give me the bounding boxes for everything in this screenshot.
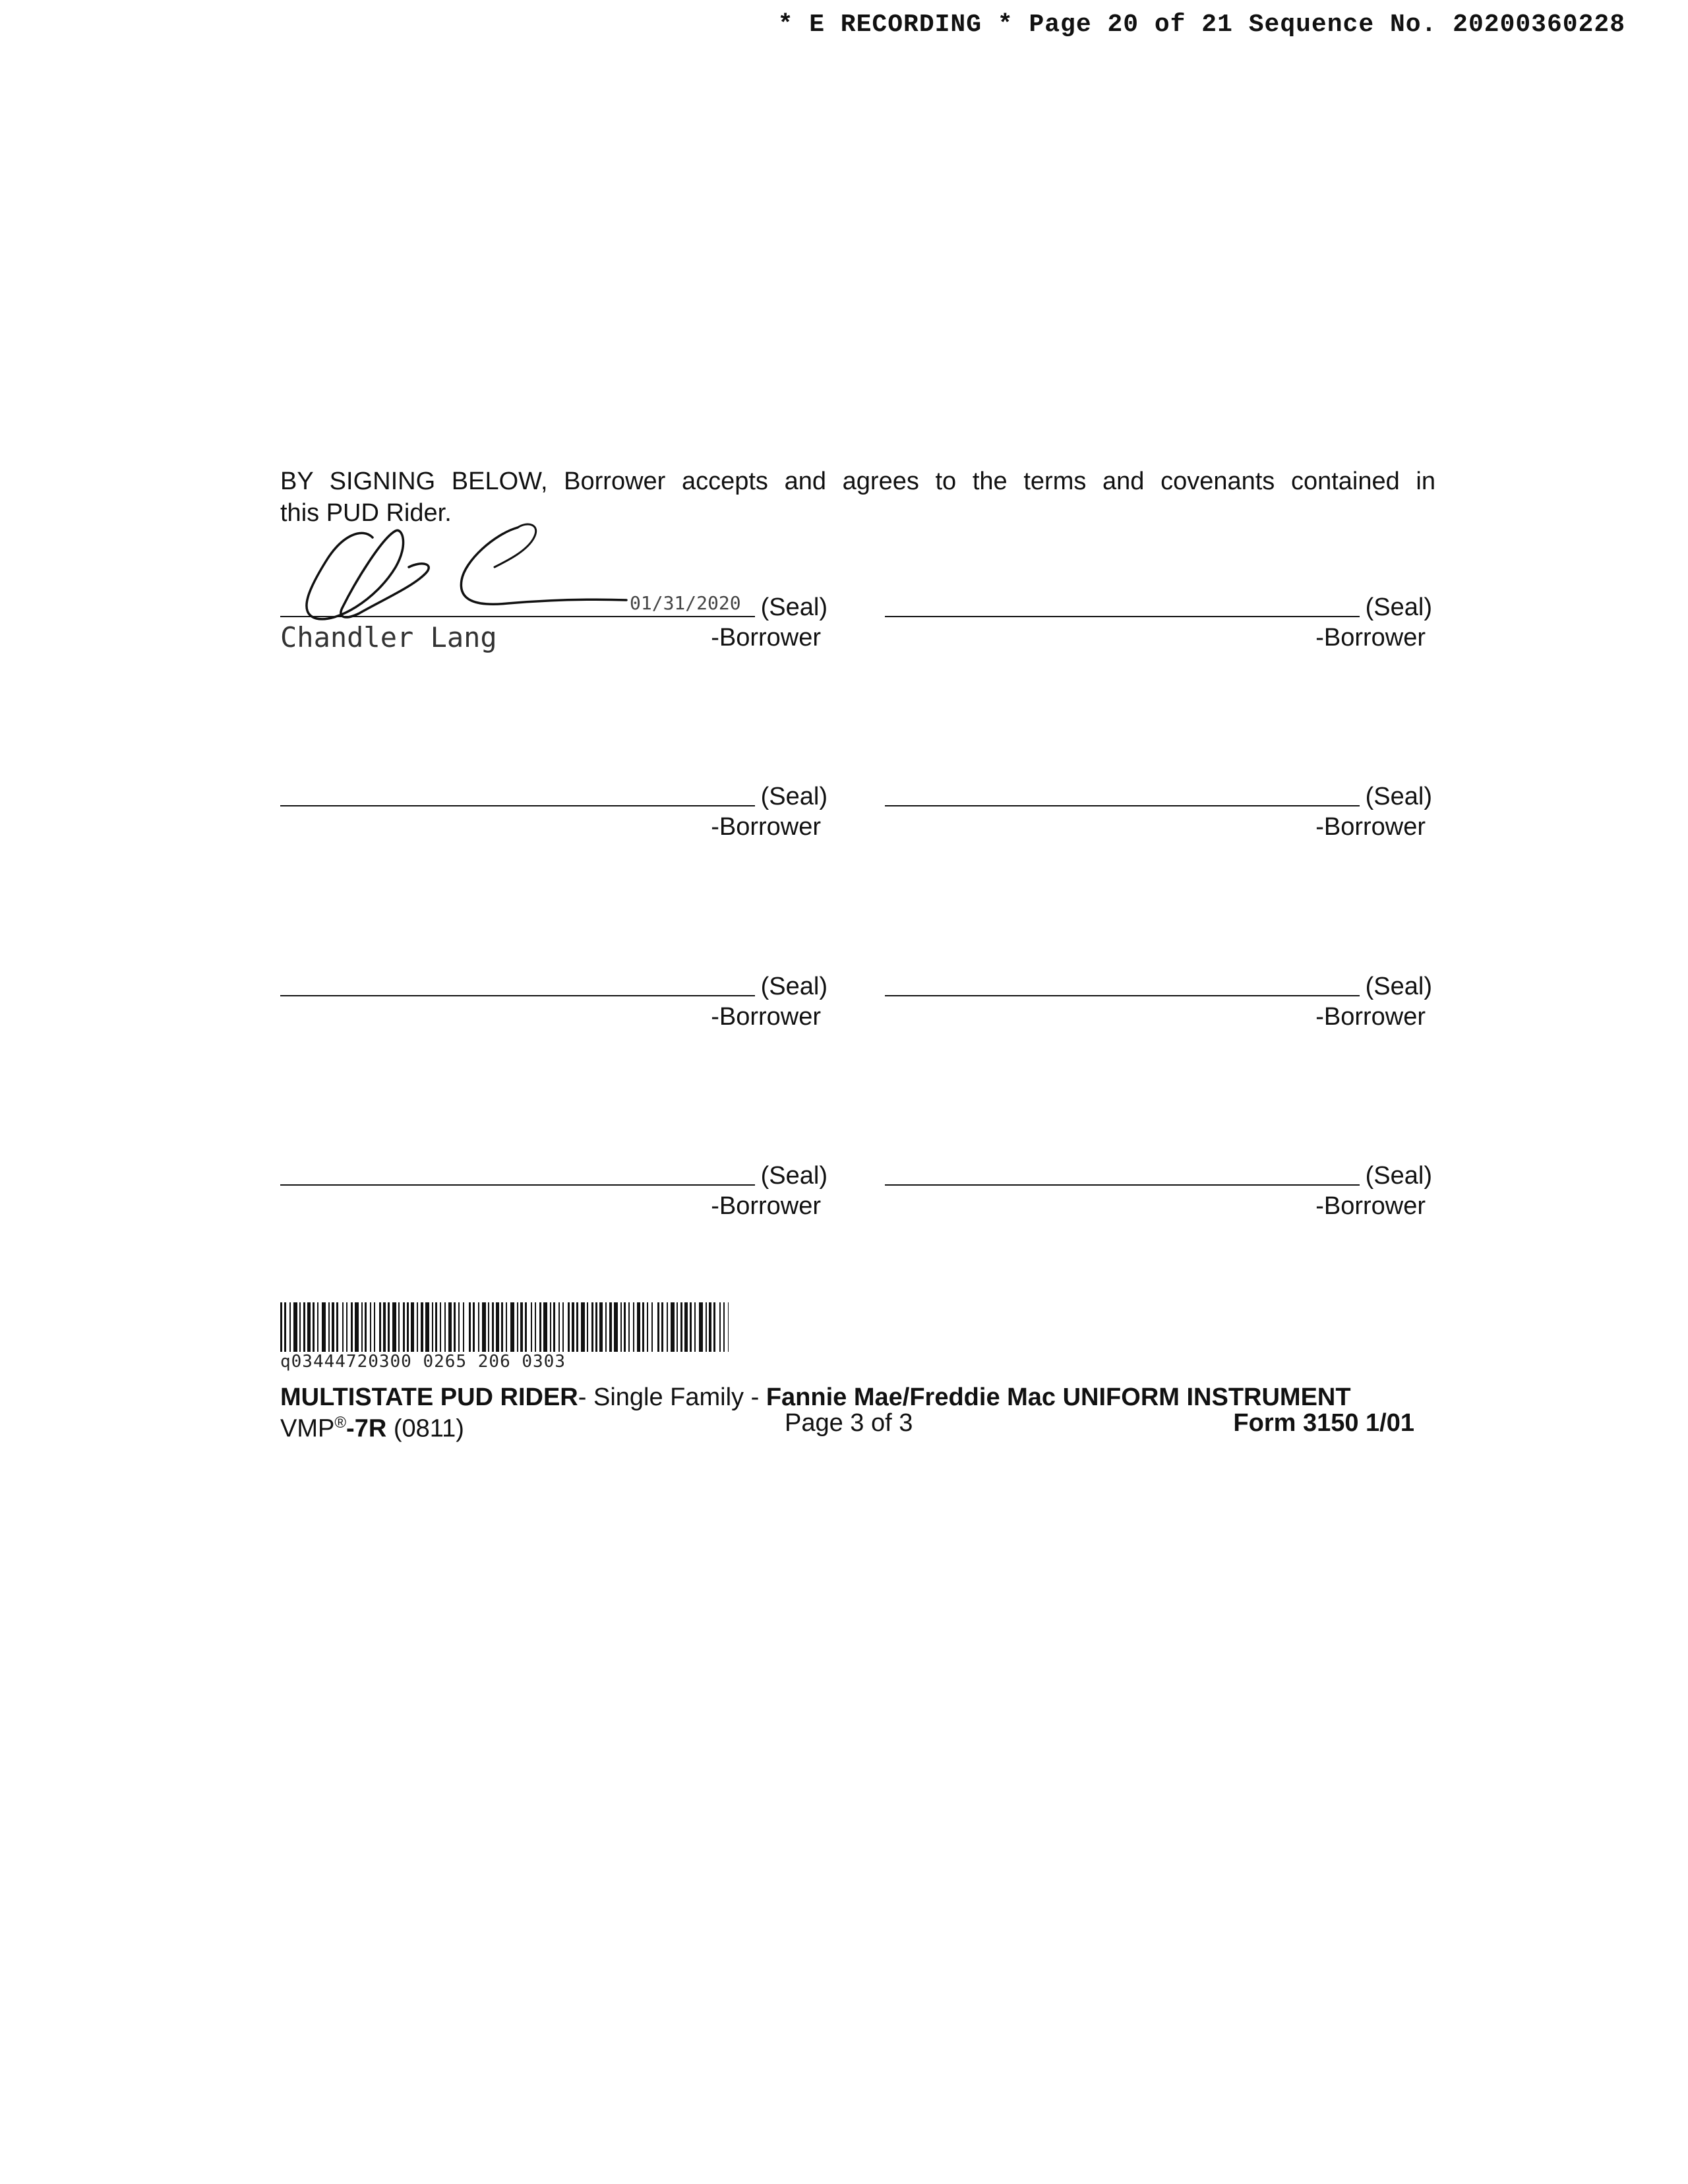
signature-block-6[interactable] <box>885 970 1432 1031</box>
instrument-name: Fannie Mae/Freddie Mac UNIFORM INSTRUMENT <box>766 1383 1351 1411</box>
signature-block-8[interactable] <box>885 1159 1432 1220</box>
seal-label: (Seal) <box>1365 1162 1432 1190</box>
borrower-label: -Borrower <box>711 624 821 652</box>
page-number: Page 3 of 3 <box>785 1409 913 1437</box>
seal-label: (Seal) <box>760 783 828 810</box>
signature-line <box>885 1184 1360 1186</box>
form-footer-title <box>280 1383 1414 1411</box>
seal-label: (Seal) <box>1365 783 1432 810</box>
vmp-code <box>280 1409 464 1443</box>
signature-block-7[interactable] <box>280 1159 828 1220</box>
signature-date: 01/31/2020 <box>630 592 741 614</box>
form-number: Form 3150 1/01 <box>1233 1409 1414 1437</box>
form-subtitle: - Single Family - <box>578 1383 766 1411</box>
seal-label: (Seal) <box>1365 973 1432 1000</box>
registered-mark: ® <box>334 1414 347 1432</box>
signature-line <box>280 1184 755 1186</box>
statement-line-2: this PUD Rider. <box>280 499 452 527</box>
borrower-label: -Borrower <box>1315 624 1426 652</box>
seal-label: (Seal) <box>760 973 828 1000</box>
signature-line <box>280 995 755 996</box>
recording-stamp: * E RECORDING * Page 20 of 21 Sequence No. 20200360228 <box>777 11 1625 39</box>
signature-line <box>885 805 1360 806</box>
signature-block-1[interactable] <box>280 591 828 653</box>
borrower-printed-name: Chandler Lang <box>280 621 497 653</box>
signature-block-4[interactable] <box>885 780 1432 841</box>
signature-line <box>280 616 755 617</box>
vmp-version: (0811) <box>386 1414 464 1443</box>
form-title: MULTISTATE PUD RIDER <box>280 1383 578 1411</box>
statement-line-1: BY SIGNING BELOW, Borrower accepts and agrees to the terms and covenants contained in <box>280 468 1435 495</box>
seal-label: (Seal) <box>1365 593 1432 621</box>
barcode-number: q03444720300 0265 206 0303 <box>280 1352 566 1372</box>
form-footer-meta <box>280 1409 1414 1443</box>
seal-label: (Seal) <box>760 1162 828 1190</box>
borrower-label: -Borrower <box>1315 1192 1426 1220</box>
borrower-label: -Borrower <box>711 1003 821 1031</box>
signature-block-5[interactable] <box>280 970 828 1031</box>
seal-label: (Seal) <box>760 593 828 621</box>
vmp-prefix: VMP <box>280 1414 335 1443</box>
signature-block-3[interactable] <box>280 780 828 841</box>
borrower-label: -Borrower <box>711 813 821 841</box>
signature-line <box>885 616 1360 617</box>
signature-block-2[interactable] <box>885 591 1432 652</box>
signature-line <box>280 805 755 806</box>
borrower-label: -Borrower <box>1315 813 1426 841</box>
borrower-label: -Borrower <box>1315 1003 1426 1031</box>
signature-line <box>885 995 1360 996</box>
borrower-label: -Borrower <box>711 1192 821 1220</box>
vmp-form-code: -7R <box>346 1414 387 1443</box>
barcode-icon <box>280 1302 729 1352</box>
